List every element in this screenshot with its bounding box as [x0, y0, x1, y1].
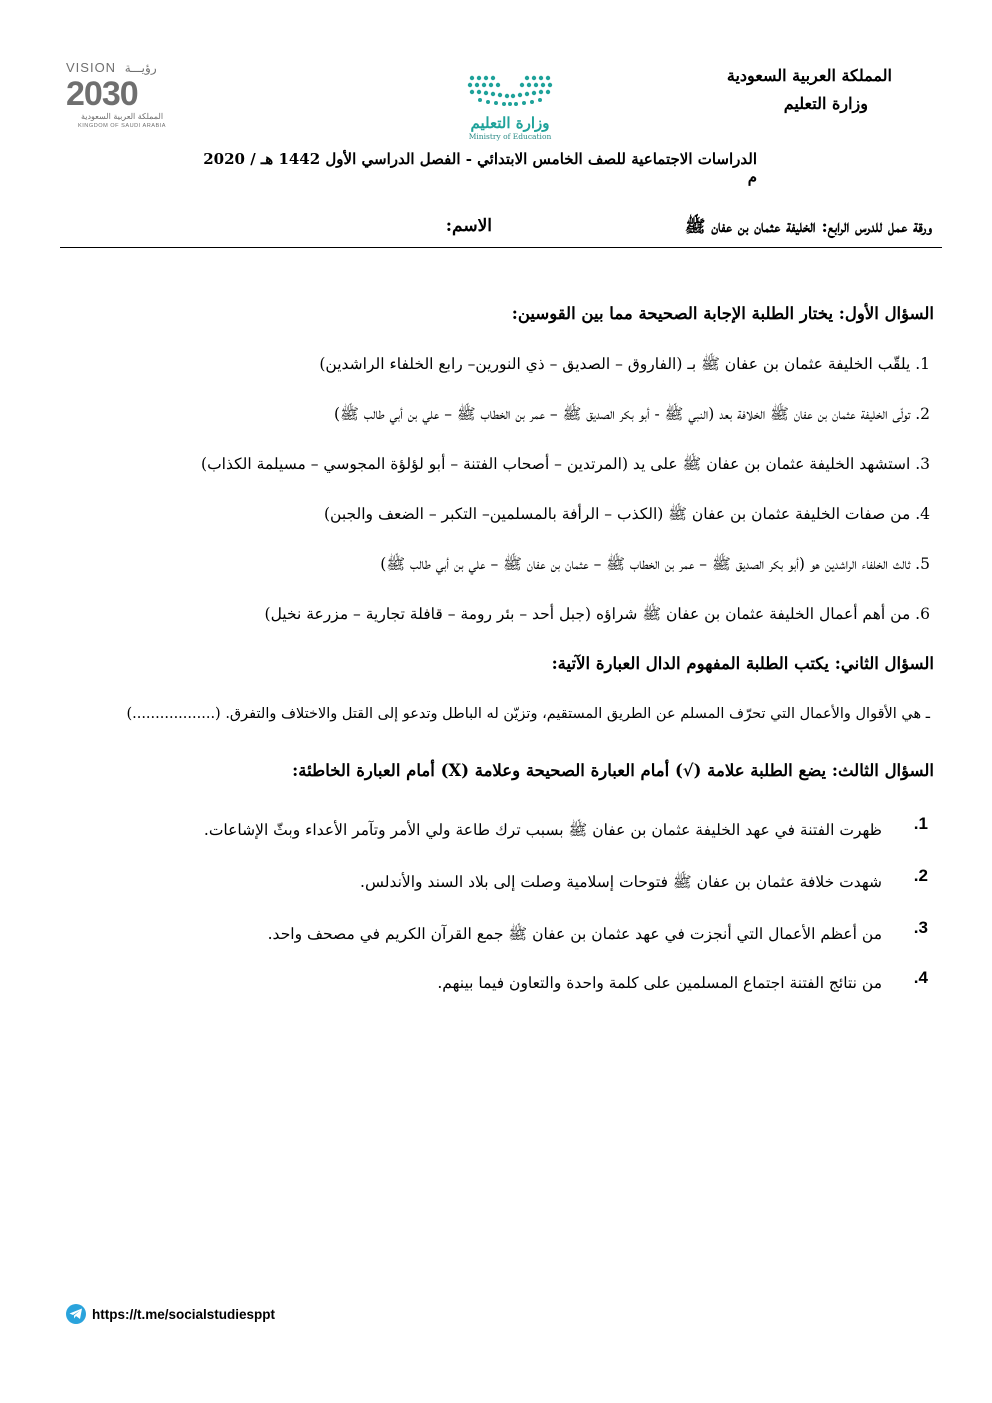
q3-item-text: شهدت خلافة عثمان بن عفان ﷺ فتوحات إسلامية وصلت إلى بلاد السند والأندلس.	[360, 873, 882, 891]
vision-arabic: رؤيـــة	[124, 61, 157, 75]
vision-year: 2030	[66, 75, 138, 113]
q1-item: 6. من أهم أعمال الخليفة عثمان بن عفان ﷺ شراؤه (جبل أحد – بئر رومة – قافلة تجارية – مزرعة نخيل)	[264, 605, 930, 623]
header-divider	[60, 247, 942, 248]
q1-item: 5. ثالث الخلفاء الراشدين هو (أبو بكر الصديق ﷺ – عمر بن الخطاب ﷺ – عثمان بن عفان ﷺ – علي بن أبي طالب ﷺ)	[380, 555, 930, 573]
vision-kingdom-english: KINGDOM OF SAUDI ARABIA	[78, 123, 166, 129]
q3-item-text: من أعظم الأعمال التي أنجزت في عهد عثمان بن عفان ﷺ جمع القرآن الكريم في مصحف واحد.	[267, 925, 882, 943]
kingdom-name: المملكة العربية السعودية	[726, 66, 892, 85]
q1-item: 4. من صفات الخليفة عثمان بن عفان ﷺ (الكذب – الرأفة بالمسلمين– التكبر – الضعف والجبن)	[323, 505, 930, 523]
vision-word: VISION	[66, 60, 117, 75]
q3-item-number: 4.	[913, 968, 928, 987]
telegram-link[interactable]: https://t.me/socialstudiesppt	[92, 1306, 276, 1322]
ministry-logo	[462, 72, 558, 142]
kingdom-header	[672, 62, 892, 118]
ministry-logo-arabic: وزارة التعليم	[470, 114, 550, 132]
vision-2030-logo	[66, 60, 178, 134]
q1-item: 1. يلقّب الخليفة عثمان بن عفان ﷺ بـ (الفاروق – الصديق – ذي النورين– رابع الخلفاء الراشدين)	[319, 355, 930, 373]
q3-item	[102, 968, 928, 992]
vision-kingdom-arabic: المملكة العربية السعودية	[80, 112, 164, 121]
q1-item: 2. تولّى الخليفة عثمان بن عفان ﷺ الخلافة بعد (النبي ﷺ - أبو بكر الصديق ﷺ – عمر بن الخطاب ﷺ – علي بن أبي طالب ﷺ)	[334, 405, 930, 423]
telegram-icon	[66, 1304, 86, 1324]
q3-item-text: من نتائج الفتنة اجتماع المسلمين على كلمة واحدة والتعاون فيما بينهم.	[437, 974, 882, 992]
q3-item	[102, 918, 928, 947]
ministry-logo-dots-icon	[462, 72, 558, 108]
q2-statement: ـ هي الأقوال والأعمال التي تحرّف المسلم عن الطريق المستقيم، وتزيّن له الباطل وتدعو إلى القتل والاختلاف والتفرق. (..................)	[126, 706, 930, 722]
q3-heading: السؤال الثالث: يضع الطلبة علامة (√) أمام العبارة الصحيحة وعلامة (X) أمام العبارة الخاطئة:	[292, 761, 934, 780]
subject-line: الدراسات الاجتماعية للصف الخامس الابتدائي - الفصل الدراسي الأول 1442 هـ / 2020 م	[203, 150, 757, 186]
q1-heading: السؤال الأول: يختار الطلبة الإجابة الصحيحة مما بين القوسين:	[511, 304, 934, 323]
q3-item	[102, 814, 928, 843]
ministry-name: وزارة التعليم	[783, 94, 868, 113]
footer	[66, 1303, 275, 1325]
name-label: الاسم:	[445, 216, 492, 236]
ministry-logo-english: Ministry of Education	[468, 132, 552, 141]
q3-item-text: ظهرت الفتنة في عهد الخليفة عثمان بن عفان ﷺ بسبب ترك طاعة ولي الأمر وتآمر الأعداء وبثّ الإشاعات.	[203, 821, 882, 839]
q3-item-number: 3.	[913, 918, 928, 937]
q2-heading: السؤال الثاني: يكتب الطلبة المفهوم الدال العبارة الآتية:	[551, 654, 934, 673]
q3-item-number: 2.	[913, 866, 928, 885]
vision-logo-top	[66, 60, 178, 76]
q3-item-number: 1.	[913, 814, 928, 833]
q3-item	[102, 866, 928, 895]
worksheet-title: ورقة عمل للدرس الرابع: الخليفة عثمان بن عفان ﷺ	[684, 217, 932, 237]
q1-item: 3. استشهد الخليفة عثمان بن عفان ﷺ على يد (المرتدين – أصحاب الفتنة – أبو لؤلؤة المجوسي – مسيلمة الكذاب)	[201, 455, 930, 473]
